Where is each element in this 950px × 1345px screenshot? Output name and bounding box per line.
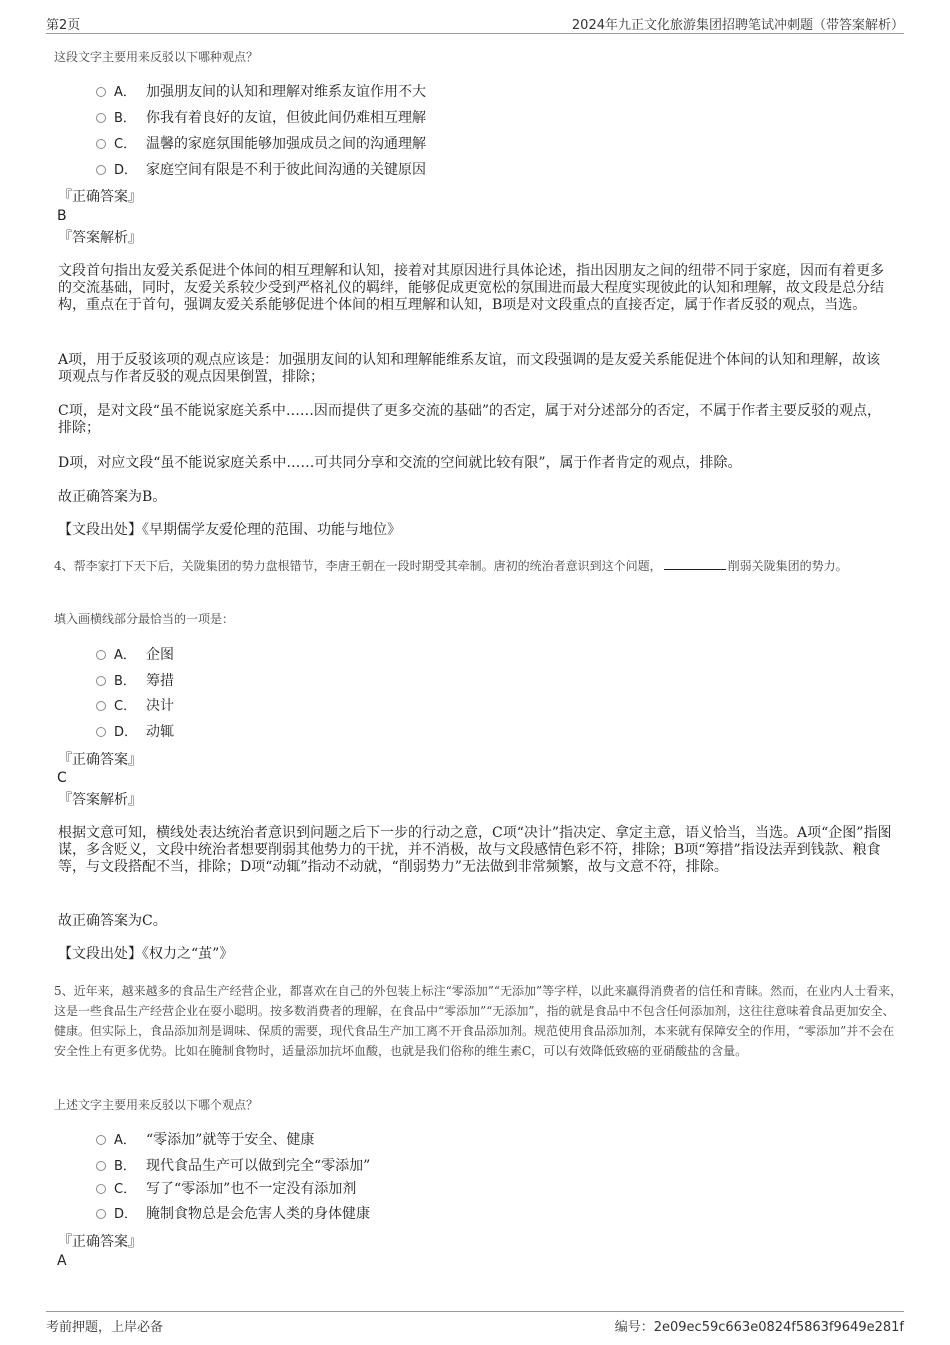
q4-blank (664, 557, 726, 570)
q4-option-b[interactable]: B． 筹措 (96, 671, 174, 692)
radio-icon[interactable] (96, 139, 106, 149)
q3-prompt: 这段文字主要用来反驳以下哪种观点？ (54, 50, 259, 64)
q4-option-a[interactable]: A． 企图 (96, 645, 174, 666)
page-footer (46, 1311, 904, 1335)
q3-option-d[interactable]: D． 家庭空间有限是不利于彼此间沟通的关键原因 (96, 160, 426, 181)
q3-option-a[interactable]: A． 加强朋友间的认知和理解对维系友谊作用不大 (96, 82, 426, 103)
q4-option-d[interactable]: D． 动辄 (96, 722, 174, 743)
radio-icon[interactable] (96, 650, 106, 660)
q4-answer: C (57, 770, 67, 786)
q3-answer: B (57, 208, 67, 224)
radio-icon[interactable] (96, 1135, 106, 1145)
q3-answer-label: 『正确答案』 (58, 189, 142, 205)
q4-option-c[interactable]: C． 决计 (96, 696, 174, 717)
radio-icon[interactable] (96, 113, 106, 123)
q4-analysis-p1: 根据文意可知，横线处表达统治者意识到问题之后下一步的行动之意，C项“决计”指决定、拿定主意，语义恰当，当选。A项“企图”指图谋，多含贬义，文段中统治者想要削弱其他势力的干扰，并不消极，故与文段感情色彩不符，排除；B项“筹措”指设法弄到钱款、粮食等，与文段搭配不当，排除；D项“动辄”指动不动就，“削弱势力”无法做到非常频繁，故与文意不符，排除。 (58, 825, 892, 875)
q4-source: 【文段出处】《权力之“茧”》 (58, 946, 234, 962)
document-title: 2024年九正文化旅游集团招聘笔试冲刺题（带答案解析） (571, 18, 904, 33)
page-header (46, 14, 904, 34)
q5-prompt: 上述文字主要用来反驳以下哪个观点？ (54, 1098, 259, 1112)
radio-icon[interactable] (96, 1209, 106, 1219)
q5-answer: A (57, 1253, 67, 1269)
radio-icon[interactable] (96, 727, 106, 737)
q4-prompt: 填入画横线部分最恰当的一项是： (54, 612, 235, 626)
radio-icon[interactable] (96, 87, 106, 97)
q3-analysis-p2: A项，用于反驳该项的观点应该是：加强朋友间的认知和理解能维系友谊，而文段强调的是友爱关系能促进个体间的认知和理解，故该项观点与作者反驳的观点因果倒置，排除； (58, 352, 881, 385)
q4-analysis-label: 『答案解析』 (58, 792, 142, 808)
q3-analysis-label: 『答案解析』 (58, 230, 142, 246)
q3-analysis-p3: C项，是对文段“虽不能说家庭关系中……因而提供了更多交流的基础”的否定，属于对分述部分的否定，不属于作者主要反驳的观点，排除； (58, 403, 882, 436)
q4-conclusion: 故正确答案为C。 (58, 913, 167, 929)
radio-icon[interactable] (96, 165, 106, 175)
q5-option-c[interactable]: C． 写了“零添加”也不一定没有添加剂 (96, 1179, 356, 1200)
q3-conclusion: 故正确答案为B。 (58, 489, 167, 505)
q5-option-d[interactable]: D． 腌制食物总是会危害人类的身体健康 (96, 1204, 370, 1225)
q3-option-c[interactable]: C． 温馨的家庭氛围能够加强成员之间的沟通理解 (96, 134, 426, 155)
q3-analysis-p4: D项，对应文段“虽不能说家庭关系中……可共同分享和交流的空间就比较有限”，属于作者肯定的观点，排除。 (58, 455, 742, 471)
page-number: 第2页 (46, 18, 81, 33)
document-id: 编号：2e09ec59c663e0824f5863f9649e281f (614, 1320, 904, 1335)
radio-icon[interactable] (96, 1184, 106, 1194)
radio-icon[interactable] (96, 676, 106, 686)
q4-answer-label: 『正确答案』 (58, 752, 142, 768)
radio-icon[interactable] (96, 1161, 106, 1171)
q3-option-b[interactable]: B． 你我有着良好的友谊，但彼此间仍难相互理解 (96, 108, 426, 129)
radio-icon[interactable] (96, 701, 106, 711)
q5-stem: 5、近年来，越来越多的食品生产经营企业，都喜欢在自己的外包装上标注“零添加”“无添加”等字样，以此来赢得消费者的信任和青睐。然而，在业内人士看来，这是一些食品生产经营企业在耍小聪明。按多数消费者的理解，在食品中“零添加”“无添加”，指的就是食品中不包含任何添加剂，这往往意味着食品更加安全、健康。但实际上，食品添加剂是调味、保质的需要，现代食品生产加工离不开食品添加剂。规范使用食品添加剂，本来就有保障安全的作用，“零添加”并不会在安全性上有更多优势。比如在腌制食物时，适量添加抗坏血酸，也就是我们俗称的维生素C，可以有效降低致癌的亚硝酸盐的含量。 (54, 984, 903, 1058)
footer-slogan: 考前押题，上岸必备 (46, 1320, 164, 1335)
q5-answer-label: 『正确答案』 (58, 1234, 142, 1250)
q5-option-a[interactable]: A． “零添加”就等于安全、健康 (96, 1130, 314, 1151)
q4-stem: 4、帮李家打下天下后，关陇集团的势力盘根错节，李唐王朝在一段时期受其牵制。唐初的统治者意识到这个问题， 削弱关陇集团的势力。 (54, 559, 848, 573)
q3-source: 【文段出处】《早期儒学友爱伦理的范围、功能与地位》 (58, 522, 401, 538)
q3-analysis-p1: 文段首句指出友爱关系促进个体间的相互理解和认知，接着对其原因进行具体论述，指出因朋友之间的纽带不同于家庭，因而有着更多的交流基础，同时，友爱关系较少受到严格礼仪的羁绊，能够促成更宽松的氛围进而最大程度实现彼此的认知和理解，故文段是总分结构，重点在于首句，强调友爱关系能够促进个体间的相互理解和认知，B项是对文段重点的直接否定，属于作者反驳的观点，当选。 (58, 263, 884, 313)
q5-option-b[interactable]: B． 现代食品生产可以做到完全“零添加” (96, 1156, 370, 1177)
